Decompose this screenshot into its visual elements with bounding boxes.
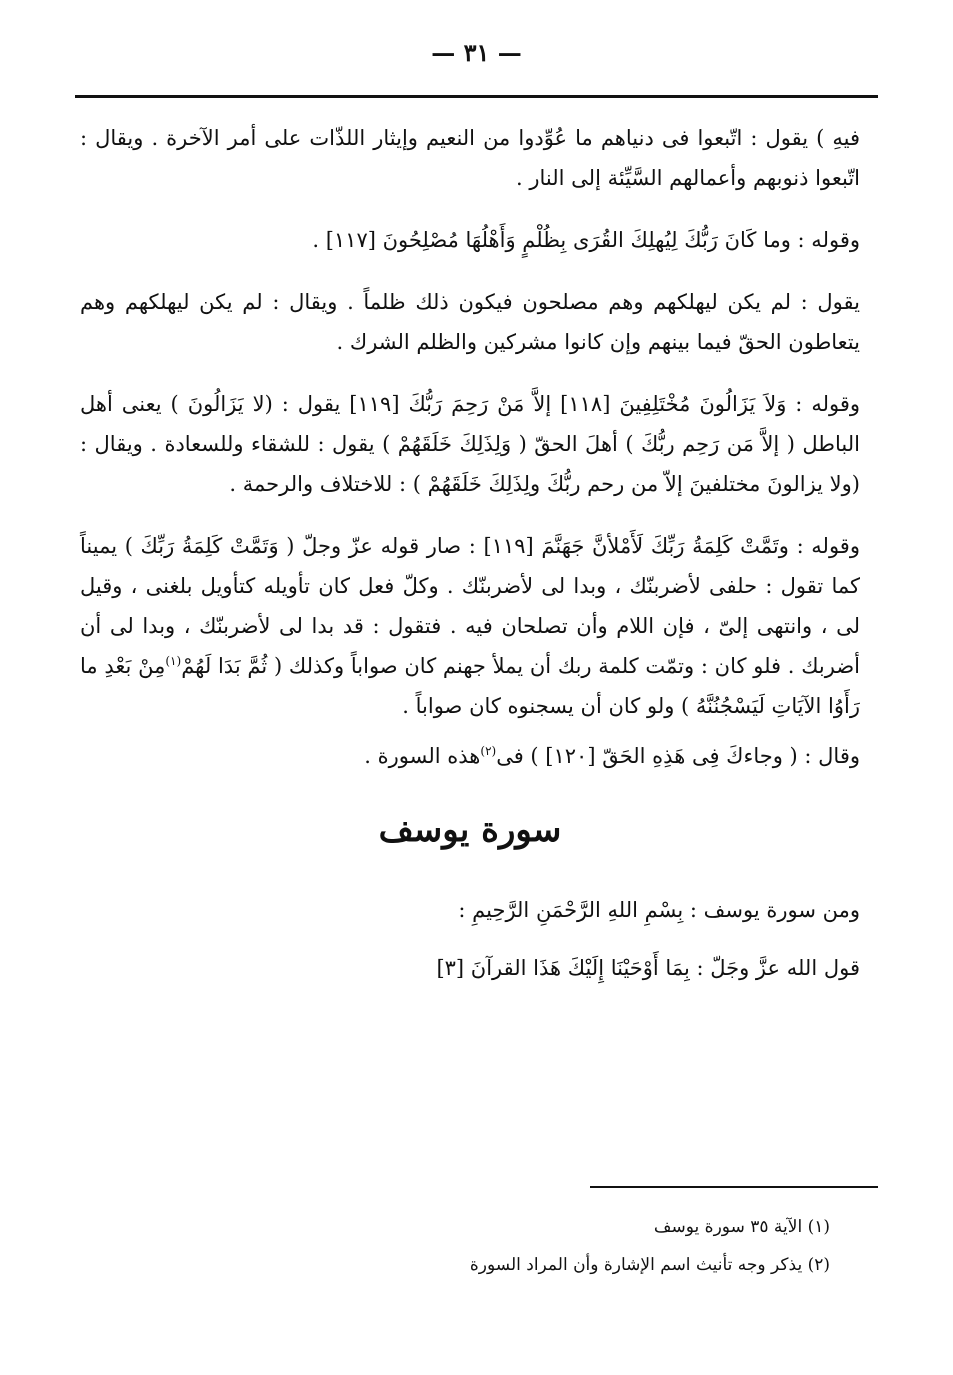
footnote-1: (١) الآية ٣٥ سورة يوسف — [653, 1217, 830, 1237]
footnote-ref-1: (١) — [165, 654, 182, 668]
paragraph-4: وقوله : وَلاَ يَزَالُونَ مُخْتَلِفِينَ [١١٨] إلاَّ مَنْ رَحِمَ رَبُّكَ [١١٩] يقول : (لا يَزَالُونَ ) يعنى أهل الباطل ( إلاَّ مَن رَحِم ربُّكَ ) أهلَ الحقّ ( وَلِذَلِكَ خَلَقَهُمْ ) يقول : للشقاء وللسعادة . ويقال : (ولا يزالونَ مختلفينَ إلاّ من رحم ربُّكَ ولِذَلِكَ خَلَقَهُمْ ) : للاختلاف والرحمة . — [80, 392, 861, 496]
surah-title: سورة يوسف — [378, 810, 562, 850]
verse-line: قول الله عزَّ وجَلّ : بِمَا أَوْحَيْنَا إِلَيْكَ هَذَا القرآنَ [٣] — [436, 956, 860, 980]
footnote-rule — [590, 1186, 878, 1188]
footnote-2: (٢) يذكر وجه تأنيث اسم الإشارة وأن المراد السورة — [469, 1255, 830, 1275]
paragraph-5: وقوله : وتَمَّتْ كَلِمَةُ رَبِّكَ لَأَمْلأنَّ جَهَنَّمَ [١١٩] : صار قوله عزّ وجلّ ( وَتَمَّتْ كَلِمَةُ رَبِّكَ ) يميناً كما تقول : حلفى لأضربنّك ، وبدا لى لأضربنّك . وكلّ فعل كان تأويله كتأويل بلغنى ، وقيل لى ، وانتهى إلىّ ، فإن اللام وأن تصلحان فيه . فتقول : قد بدا لى لأضربنّك ، وبدا لى أن أضربك . فلو كان : وتمّت كلمة ربك أن يملأ جهنم كان صواباً وكذلك ( ثُمَّ بَدَا لَهُمْ$^{(١)}$مِنْ بَعْدِ ما رَأَوُا الآيَاتِ لَيَسْجُنُنَّهُ ) ولو كان أن يسجنوه كان صواباً . — [80, 534, 860, 718]
paragraph-6: وقال : ( وجاءكَ فِى هَذِهِ الحَقّ [١٢٠] ) فى$^{(٢)}$هذه السورة . — [364, 744, 860, 768]
page-number: — ٣١ — — [431, 38, 522, 67]
paragraph-3: يقول : لم يكن ليهلكهم وهم مصلحون فيكون ذلك ظلماً . ويقال : لم يكن ليهلكهم وهم يتعاطون الحقّ فيما بينهم وإن كانوا مشركين والظلم الشرك . — [80, 290, 860, 354]
footnotes — [400, 1208, 830, 1284]
header-rule — [75, 95, 878, 98]
main-text — [80, 118, 860, 1006]
footnote-ref-2: (٢) — [480, 744, 497, 758]
basmala-line: ومن سورة يوسف : بِسْمِ اللهِ الرَّحْمَنِ الرَّحِيمِ : — [458, 898, 860, 922]
paragraph-2: وقوله : وما كَانَ رَبُّكَ لِيُهلِكَ القُرَى بِظُلْمٍ وَأَهْلُهَا مُصْلِحُونَ [١١٧] . — [312, 228, 860, 252]
paragraph-1: فيهِ ) يقول : اتّبعوا فى دنياهم ما عُوِّدوا من النعيم وإيثار اللذّات على أمر الآخرة . ويقال : اتّبعوا ذنوبهم وأعمالهم السَّيِّئة إلى النار . — [80, 126, 860, 190]
